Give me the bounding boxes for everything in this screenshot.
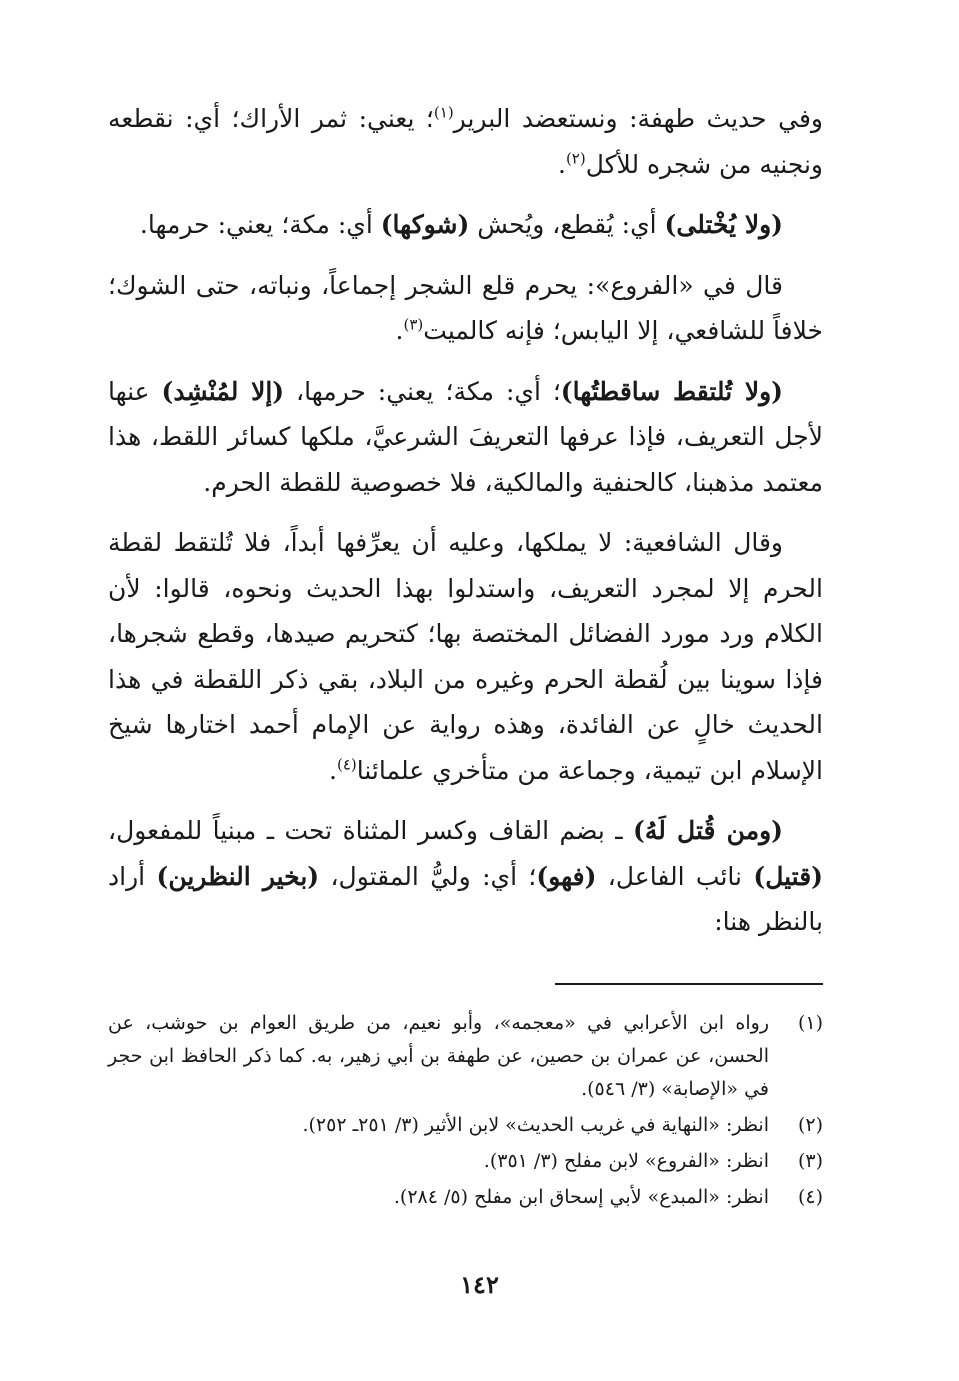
paragraph-text: ؛ أي: وليُّ المقتول، <box>319 861 537 891</box>
paragraph-text: ـ بضم القاف وكسر المثناة تحت ـ مبنياً للمفعول، <box>108 816 633 845</box>
paragraph-text: . <box>329 755 337 785</box>
footnote-number: (٤) <box>797 1186 823 1208</box>
footnote-separator <box>555 983 823 985</box>
paragraph-text: أي: مكة؛ يعني: حرمها. <box>139 210 381 239</box>
paragraph-text: وفي حديث طهفة: ونستعضد البرير <box>453 104 823 133</box>
hadith-quote: (بخير النظرين) <box>156 861 320 891</box>
hadith-quote: (ولا تُلتقط ساقطتُها) <box>560 376 783 406</box>
paragraph-wala-yukhtala <box>108 202 823 248</box>
footnote-text: انظر: «النهاية في غريب الحديث» لابن الأثير (٣/ ٢٥١ـ ٢٥٢). <box>302 1114 769 1136</box>
main-text <box>108 96 823 960</box>
hadith-quote: (إلا لمُنْشِد) <box>161 376 285 406</box>
page-number: ١٤٢ <box>460 1270 499 1299</box>
hadith-quote: (ومن قُتل لَهُ) <box>633 816 783 845</box>
hadith-quote: (فهو) <box>536 861 597 891</box>
footnote-ref-4[interactable]: (٤) <box>336 755 357 774</box>
paragraph-tahfa-hadith <box>108 96 823 187</box>
hadith-quote: (ولا يُخْتلى) <box>664 210 783 239</box>
paragraph-al-furu <box>108 263 823 354</box>
paragraph-text: أراد بالنظر هنا: <box>108 861 823 936</box>
paragraph-shafiiyya <box>108 520 823 793</box>
paragraph-text: وقال الشافعية: لا يملكها، وعليه أن يعرِّفها أبداً، فلا تُلتقط لقطة الحرم إلا لمجرد التعريف، واستدلوا بهذا الحديث ونحوه، قالوا: لأن الكلام ورد مورد الفضائل المختصة بها؛ كتحريم صيدها، وقطع شجرها، فإذا سوينا بين لُقطة الحرم وغيره من البلاد، بقي ذكر اللقطة في هذا الحديث خالٍ عن الفائدة، وهذه رواية عن الإمام أحمد اختارها شيخ الإسلام ابن تيمية، وجماعة من متأخري علمائنا <box>108 528 823 785</box>
paragraph-text: قال في «الفروع»: يحرم قلع الشجر إجماعاً، ونباته، حتى الشوك؛ خلافاً للشافعي، إلا اليابس؛ فإنه كالميت <box>108 270 823 345</box>
paragraph-text: . <box>557 149 566 179</box>
footnote-text: انظر: «المبدع» لأبي إسحاق ابن مفلح (٥/ ٢٨٤). <box>393 1186 769 1208</box>
footnote-ref-1[interactable]: (١) <box>433 103 454 122</box>
footnote-3 <box>108 1145 823 1178</box>
footnote-text: رواه ابن الأعرابي في «معجمه»، وأبو نعيم، من طريق العوام بن حوشب، عن الحسن، عن عمران بن حصين، عن طهفة بن أبي زهير، به. كما ذكر الحافظ ابن حجر في «الإصابة» (٣/ ٥٤٦). <box>108 1012 769 1100</box>
footnote-ref-3[interactable]: (٣) <box>403 315 424 334</box>
paragraph-text: ؛ أي: مكة؛ يعني: حرمها، <box>284 376 561 406</box>
footnotes <box>108 1007 823 1217</box>
footnote-number: (١) <box>797 1012 823 1034</box>
paragraph-text: نائب الفاعل، <box>596 861 754 891</box>
footnote-ref-2[interactable]: (٢) <box>565 149 586 168</box>
paragraph-wala-tultaqat <box>108 369 823 506</box>
footnote-4 <box>108 1181 823 1214</box>
hadith-quote: (شوكها) <box>380 210 470 239</box>
footnote-number: (٣) <box>797 1150 823 1172</box>
footnote-1 <box>108 1007 823 1106</box>
paragraph-text: . <box>395 316 404 345</box>
footnote-text: انظر: «الفروع» لابن مفلح (٣/ ٣٥١). <box>483 1150 769 1172</box>
paragraph-wa-man-qutila <box>108 808 823 945</box>
paragraph-text: عنها لأجل التعريف، فإذا عرفها التعريفَ الشرعيَّ، ملكها كسائر اللقط، هذا معتمد مذهبنا، كالحنفية والمالكية، فلا خصوصية للقطة الحرم. <box>108 376 823 497</box>
footnote-2 <box>108 1109 823 1142</box>
paragraph-text: ؛ يعني: ثمر الأراك؛ أي: نقطعه ونجنيه من شجره للأكل <box>108 104 823 179</box>
paragraph-text: أي: يُقطع، ويُحش <box>469 210 665 239</box>
footnote-number: (٢) <box>797 1114 823 1136</box>
hadith-quote: (قتيل) <box>753 861 824 891</box>
